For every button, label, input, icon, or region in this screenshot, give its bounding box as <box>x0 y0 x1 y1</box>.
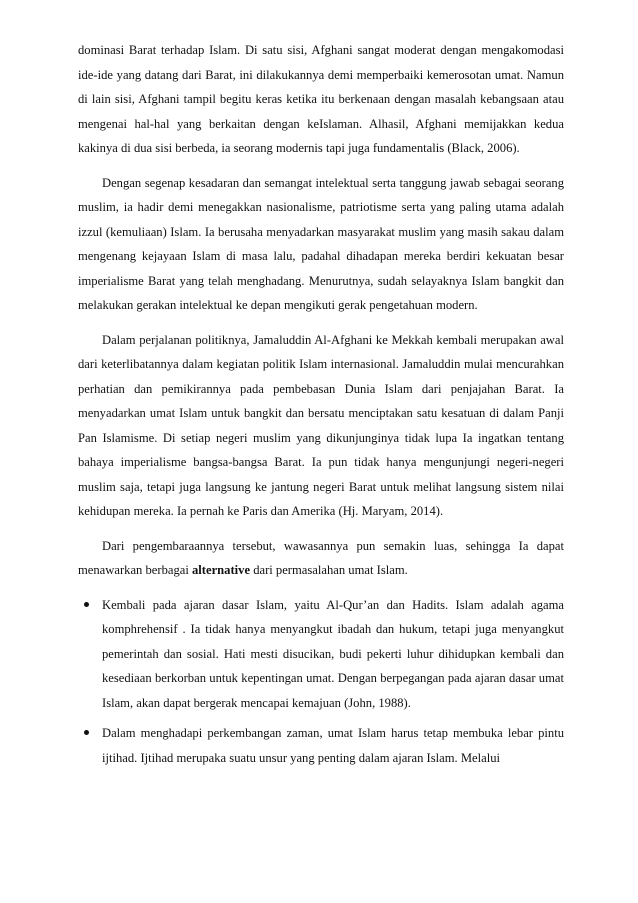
paragraph-4-text-end: dari permasalahan umat Islam. <box>250 563 408 577</box>
document-page <box>78 38 564 776</box>
paragraph-1: dominasi Barat terhadap Islam. Di satu sisi, Afghani sangat moderat dengan mengakomodasi ide-ide yang datang dari Barat, ini dilakukannya demi memperbaiki kemerosotan umat. Namun di lain sisi, Afghani tampil begitu keras ketika itu berkenaan dengan masalah kebangsaan atau mengenai hal-hal yang berkaitan dengan keIslaman. Alhasil, Afghani memijakkan kedua kakinya di dua sisi berbeda, ia seorang modernis tapi juga fundamentalis (Black, 2006). <box>78 43 564 155</box>
list-item <box>78 593 564 716</box>
bullet-icon <box>84 730 89 735</box>
paragraph-4-text-start: Dari pengembaraannya tersebut, wawasannya pun semakin luas, sehingga Ia dapat menawarkan berbagai <box>78 538 564 577</box>
bullet-list <box>78 593 564 771</box>
paragraph-4 <box>78 534 564 583</box>
paragraph-3: Dalam perjalanan politiknya, Jamaluddin Al-Afghani ke Mekkah kembali merupakan awal dari keterlibatannya dalam kegiatan politik Islam internasional. Jamaluddin mulai mencurahkan perhatian dan pemikirannya pada pembebasan Dunia Islam dari penjajahan Barat. Ia menyadarkan umat Islam untuk bangkit dan bersatu menciptakan satu kesatuan di dalam Panji Pan Islamisme. Di setiap negeri muslim yang dikunjunginya tidak lupa Ia ingatkan tentang bahaya imperialisme bangsa-bangsa Barat. Ia pun tidak hanya mengunjungi negeri-negeri muslim saja, tetapi juga langsung ke jantung negeri Barat untuk melihat langsung sistem nilai kehidupan mereka. Ia pernah ke Paris dan Amerika (Hj. Maryam, 2014). <box>78 332 564 518</box>
paragraph-2: Dengan segenap kesadaran dan semangat intelektual serta tanggung jawab sebagai seorang muslim, ia hadir demi menegakkan nasionalisme, patriotisme serta yang paling utama adalah izzul (kemuliaan) Islam. Ia berusaha menyadarkan masyarakat muslim yang masih sakau dalam mengenang kejayaan Islam di masa lalu, padahal dihadapan mereka berdiri kekuatan besar imperialisme Barat yang telah menghadang. Menurutnya, sudah selayaknya Islam bangkit dan melakukan gerakan intelektual ke depan mengikuti gerak pengetahuan modern. <box>78 175 564 312</box>
list-item-text: Dalam menghadapi perkembangan zaman, umat Islam harus tetap membuka lebar pintu ijtihad. Ijtihad merupaka suatu unsur yang penting dalam ajaran Islam. Melalui <box>102 726 564 765</box>
bold-term: alternative <box>191 563 251 577</box>
list-item-text: Kembali pada ajaran dasar Islam, yaitu Al-Qur’an dan Hadits. Islam adalah agama komphrehensif . Ia tidak hanya menyangkut ibadah dan hukum, tetapi juga menyangkut pemerintah dan sosial. Hati mesti disucikan, budi pekerti luhur dihidupkan kembali dan kesediaan berkorban untuk kepentingan umat. Dengan berpegangan pada ajaran dasar umat Islam, akan dapat bergerak mencapai kemajuan (John, 1988). <box>102 597 564 710</box>
bullet-icon <box>84 602 89 607</box>
list-item <box>78 721 564 770</box>
